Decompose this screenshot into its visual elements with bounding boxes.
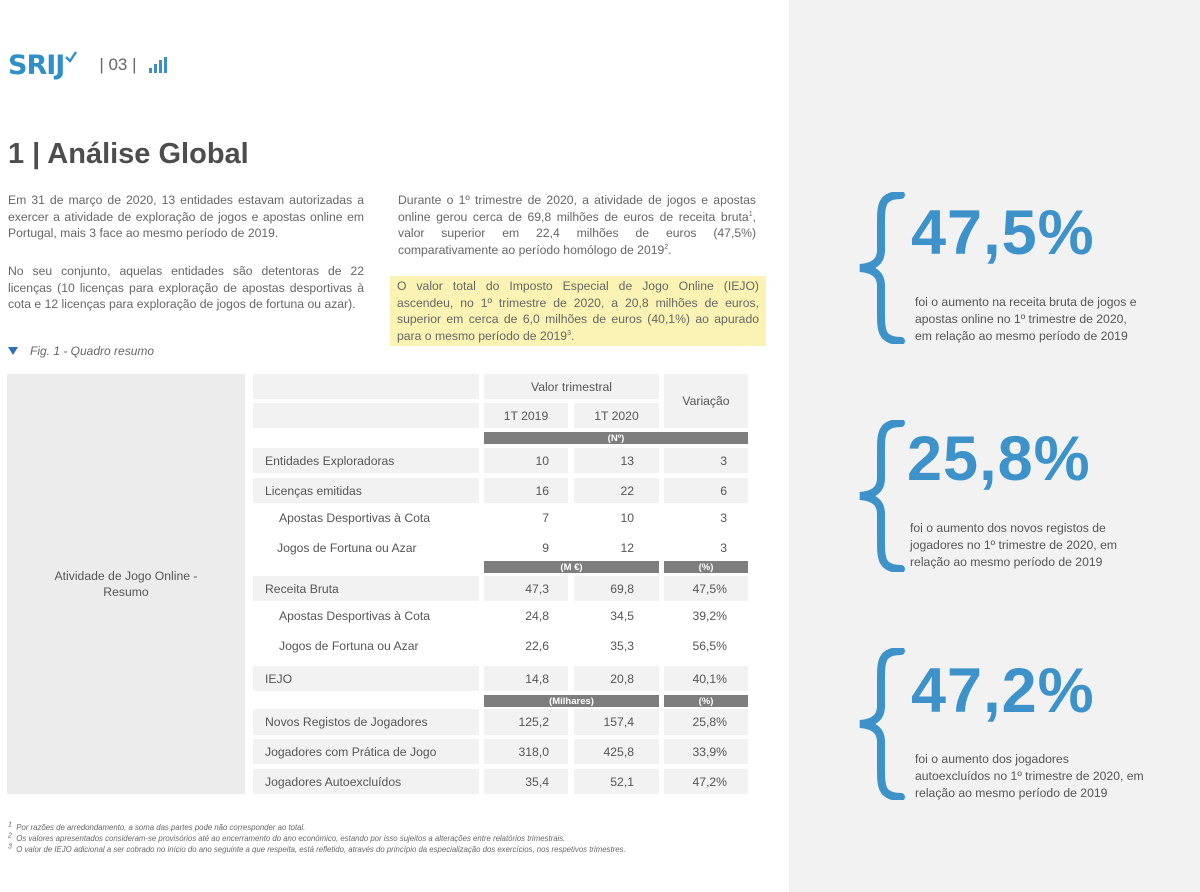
table-cell: 13 <box>574 448 659 473</box>
table-cell: 12 <box>620 540 634 555</box>
stat-card-revenue <box>855 192 1175 344</box>
triangle-down-icon <box>8 347 18 355</box>
figure-caption-text: Fig. 1 - Quadro resumo <box>30 344 155 358</box>
header-blank-1 <box>253 374 479 399</box>
table-cell: 56,5% <box>692 638 727 653</box>
table-row-label: IEJO <box>253 666 479 691</box>
intro-paragraph-1: Em 31 de março de 2020, 13 entidades estavam autorizadas a exercer a atividade de exploração de jogos e apostas online em Portugal, mais 3 face ao mesmo período de 2019. <box>8 193 364 240</box>
header-group: Valor trimestral <box>484 374 659 399</box>
stat-card-self-excluded <box>855 648 1175 800</box>
table-row-label: Novos Registos de Jogadores <box>253 709 479 735</box>
stat-value: 47,5% <box>911 198 1095 268</box>
table-cell: 318,0 <box>484 739 568 764</box>
table-row-label: Licenças emitidas <box>253 478 479 503</box>
unit-label-pct-2: (%) <box>664 695 748 707</box>
table-row-label: Jogos de Fortuna ou Azar <box>279 638 419 653</box>
table-cell: 24,8 <box>525 608 549 623</box>
brace-icon <box>855 420 905 572</box>
table-cell: 35,4 <box>484 769 568 794</box>
table-row-header: Atividade de Jogo Online - Resumo <box>7 374 245 794</box>
table-cell: 20,8 <box>574 666 659 691</box>
section-title: 1 | Análise Global <box>8 138 249 170</box>
table-cell: 35,3 <box>610 638 634 653</box>
brace-icon <box>855 648 905 800</box>
footnote-2: $^2$ Os valores apresentados consideram-se provisórios até ao encerramento do ano económico, estando por isso sujeitos a alterações entre relatórios trimestrais. <box>8 832 566 843</box>
table-cell: 34,5 <box>610 608 634 623</box>
table-cell: 69,8 <box>574 576 659 601</box>
table-cell: 7 <box>542 510 549 525</box>
table-row-label: Apostas Desportivas à Cota <box>279 608 431 623</box>
table-row-label: Jogadores com Prática de Jogo <box>253 739 479 764</box>
table-cell: 33,9% <box>664 739 748 764</box>
table-cell: 47,5% <box>664 576 748 601</box>
unit-label-milhares: (Milhares) <box>484 695 659 707</box>
table-row-label: Apostas Desportivas à Cota <box>279 510 431 525</box>
page-header <box>8 48 167 82</box>
table-cell: 40,1% <box>664 666 748 691</box>
table-cell: 25,8% <box>664 709 748 735</box>
table-cell: 425,8 <box>574 739 659 764</box>
table-cell: 14,8 <box>484 666 568 691</box>
brace-icon <box>855 192 905 344</box>
page-number: | 03 | <box>99 55 137 74</box>
table-cell: 22,6 <box>525 638 549 653</box>
table-cell: 3 <box>720 510 727 525</box>
intro-paragraph-2: No seu conjunto, aquelas entidades são detentoras de 22 licenças (10 licenças para exploração de apostas desportivas à cota e 12 licenças para exploração de jogos de fortuna ou azar). <box>8 264 364 311</box>
table-cell: 39,2% <box>692 608 727 623</box>
table-cell: 52,1 <box>574 769 659 794</box>
col-header-variacao: Variação <box>664 374 748 428</box>
check-icon <box>65 51 77 63</box>
stat-card-registrations <box>855 420 1175 572</box>
table-cell: 9 <box>542 540 549 555</box>
table-row-label: Entidades Exploradoras <box>253 448 479 473</box>
table-cell: 157,4 <box>574 709 659 735</box>
table-row-label: Jogadores Autoexcluídos <box>253 769 479 794</box>
col-header-1t2020: 1T 2020 <box>574 403 659 428</box>
stat-description: foi o aumento dos novos registos de jogadores no 1º trimestre de 2020, em relação ao mesmo período de 2019 <box>910 521 1118 569</box>
header-blank-2 <box>253 403 479 428</box>
srij-logo <box>8 50 77 81</box>
revenue-paragraph: Durante o 1º trimestre de 2020, a atividade de jogos e apostas online gerou cerca de 69,8 milhões de euros de receita bruta$^1$, valor superior em 22,4 milhões de euros (47,5%) comparativamente ao período homólogo de 2019$^2$. <box>398 193 756 257</box>
footnote-3: $^3$ O valor de IEJO adicional a ser cobrado no início do ano seguinte a que respeita, está refletido, através do princípio da especialização dos exercícios, nos respetivos trimestres. <box>8 843 626 854</box>
stat-description: foi o aumento na receita bruta de jogos e apostas online no 1º trimestre de 2020, em relação ao mesmo período de 2019 <box>915 295 1137 343</box>
unit-label-n: (Nº) <box>484 432 748 444</box>
unit-label-pct: (%) <box>664 561 748 573</box>
stat-value: 25,8% <box>907 424 1091 494</box>
footnotes <box>8 822 626 855</box>
stat-description: foi o aumento dos jogadores autoexcluídos no 1º trimestre de 2020, em relação ao mesmo período de 2019 <box>915 752 1144 800</box>
iejo-highlight: O valor total do Imposto Especial de Jogo Online (IEJO) ascendeu, no 1º trimestre de 2020, a 20,8 milhões de euros, superior em cerca de 6,0 milhões de euros (40,1%) ao apurado para o mesmo período de 2019$^3$. <box>390 276 766 346</box>
table-cell: 47,2% <box>664 769 748 794</box>
table-cell: 3 <box>664 448 748 473</box>
table-cell: 16 <box>484 478 568 503</box>
stat-value: 47,2% <box>911 656 1095 726</box>
unit-label-meur: (M €) <box>484 561 659 573</box>
table-cell: 47,3 <box>484 576 568 601</box>
table-cell: 22 <box>574 478 659 503</box>
table-cell: 10 <box>484 448 568 473</box>
table-cell: 10 <box>620 510 634 525</box>
table-row-label: Jogos de Fortuna ou Azar <box>277 540 417 555</box>
bar-chart-icon <box>149 57 167 73</box>
figure-caption <box>8 344 154 358</box>
logo-text: SRIJ <box>8 49 65 81</box>
table-row-label: Receita Bruta <box>253 576 479 601</box>
table-cell: 6 <box>664 478 748 503</box>
table-cell: 125,2 <box>484 709 568 735</box>
table-cell: 3 <box>720 540 727 555</box>
col-header-1t2019: 1T 2019 <box>484 403 568 428</box>
footnote-1: $^1$ Por razões de arredondamento, a soma das partes pode não corresponder ao total. <box>8 821 306 832</box>
